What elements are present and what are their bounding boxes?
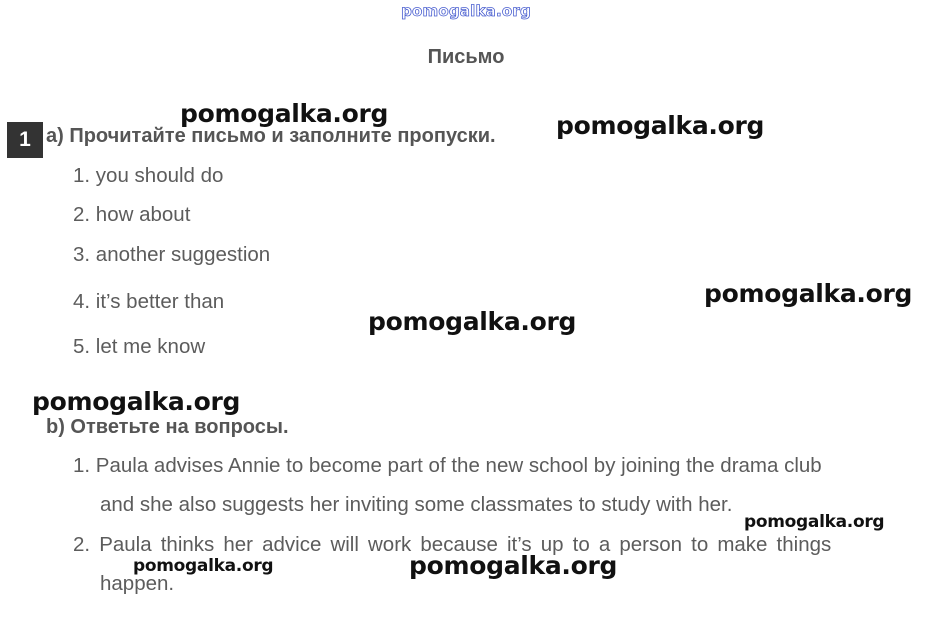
list-item: 4. it’s better than [73, 290, 225, 313]
watermark: pomogalka.org [32, 387, 241, 416]
site-logo: pomogalka.org [401, 2, 531, 20]
answer-line: happen. [100, 572, 175, 595]
exercise-number-badge: 1 [7, 122, 43, 158]
list-item: 1. you should do [73, 164, 224, 187]
watermark: pomogalka.org [704, 279, 913, 308]
watermark: pomogalka.org [133, 556, 274, 576]
answer-line: and she also suggests her inviting some classmates to study with her. [100, 493, 733, 516]
page-title: Письмо [427, 46, 505, 68]
watermark: pomogalka.org [744, 512, 885, 532]
list-item: 5. let me know [73, 335, 206, 358]
watermark: pomogalka.org [180, 99, 389, 128]
list-item: 3. another suggestion [73, 243, 271, 266]
part-b-heading: b) Ответьте на вопросы. [46, 416, 289, 438]
list-item: 2. how about [73, 203, 191, 226]
part-a-heading: a) Прочитайте письмо и заполните пропуски. [46, 125, 496, 147]
answer-line: 1. Paula advises Annie to become part of the new school by joining the drama club [73, 454, 822, 477]
watermark: pomogalka.org [556, 111, 765, 140]
watermark: pomogalka.org [409, 551, 618, 580]
watermark: pomogalka.org [368, 307, 577, 336]
answer-line: 2. Paula thinks her advice will work because it’s up to a person to make things [73, 533, 832, 556]
